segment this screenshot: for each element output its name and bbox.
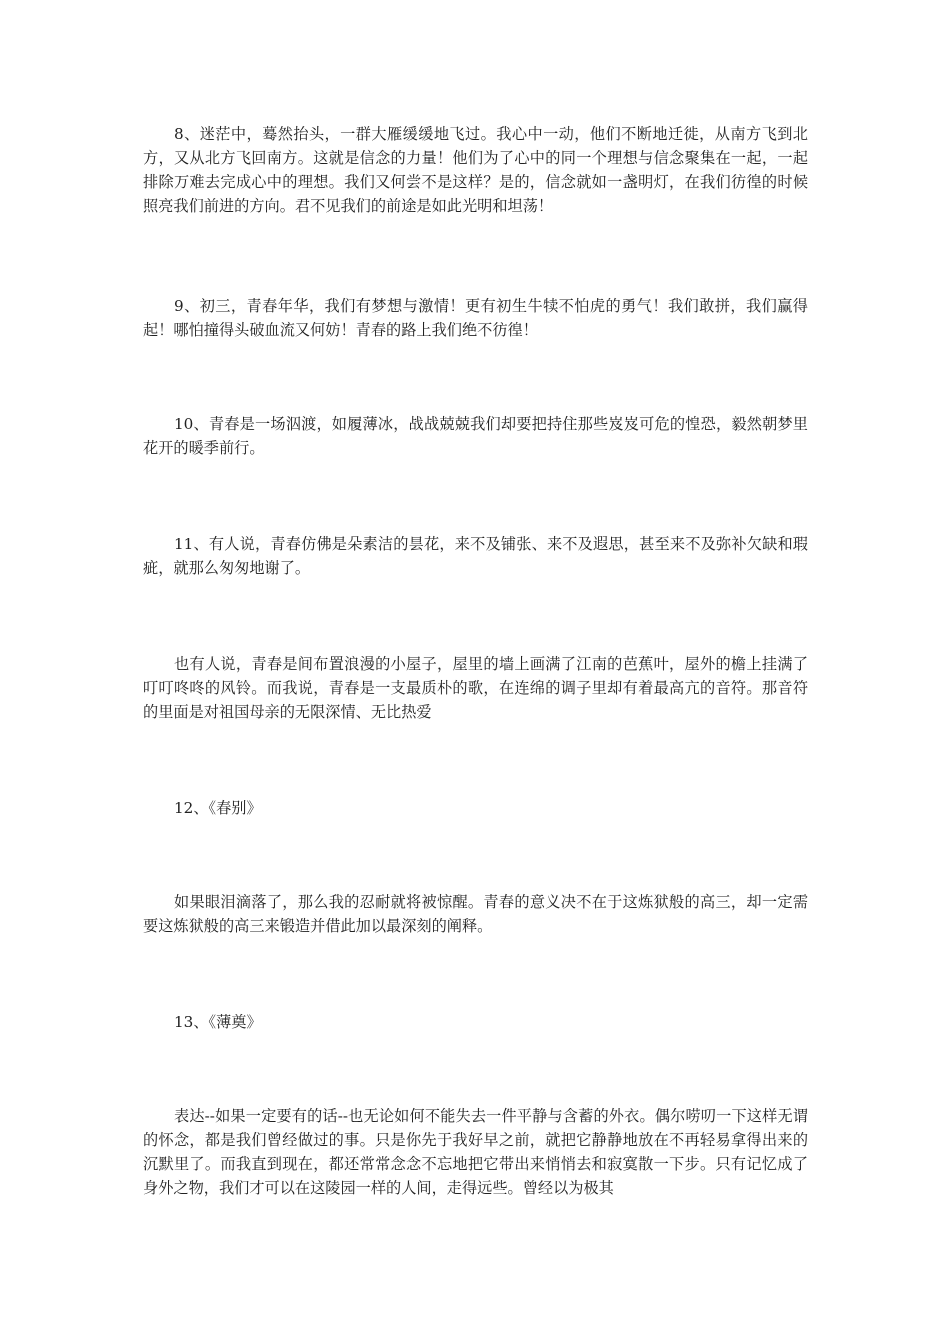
heading-12: 12、《春别》 <box>174 799 262 817</box>
heading-13: 13、《薄奠》 <box>174 1013 262 1031</box>
paragraph-11: 11、有人说，青春仿佛是朵素洁的昙花，来不及铺张、来不及遐思，甚至来不及弥补欠缺和瑕疵，就那么匆匆地谢了。 <box>143 535 808 577</box>
paragraph-chunbie: 如果眼泪滴落了，那么我的忍耐就将被惊醒。青春的意义决不在于这炼狱般的高三，却一定需要这炼狱般的高三来锻造并借此加以最深刻的阐释。 <box>143 893 808 935</box>
paragraph-10: 10、青春是一场泅渡，如履薄冰，战战兢兢我们却要把持住那些岌岌可危的惶恐，毅然朝梦里花开的暖季前行。 <box>143 415 808 457</box>
paragraph-youren: 也有人说，青春是间布置浪漫的小屋子，屋里的墙上画满了江南的芭蕉叶，屋外的檐上挂满了叮叮咚咚的风铃。而我说，青春是一支最质朴的歌，在连绵的调子里却有着最高亢的音符。那音符的里面是对祖国母亲的无限深情、无比热爱 <box>143 655 808 721</box>
paragraph-8: 8、迷茫中，蓦然抬头，一群大雁缓缓地飞过。我心中一动，他们不断地迁徙，从南方飞到北方，又从北方飞回南方。这就是信念的力量！他们为了心中的同一个理想与信念聚集在一起，一起排除万难去完成心中的理想。我们又何尝不是这样？是的，信念就如一盏明灯，在我们彷徨的时候照亮我们前进的方向。君不见我们的前途是如此光明和坦荡！ <box>143 125 808 215</box>
paragraph-9: 9、初三，青春年华，我们有梦想与激情！更有初生牛犊不怕虎的勇气！我们敢拼，我们赢得起！哪怕撞得头破血流又何妨！青春的路上我们绝不彷徨！ <box>143 297 808 339</box>
paragraph-biaoda: 表达--如果一定要有的话--也无论如何不能失去一件平静与含蓄的外衣。偶尔唠叨一下这样无谓的怀念，都是我们曾经做过的事。只是你先于我好早之前，就把它静静地放在不再轻易拿得出来的沉默里了。而我直到现在，都还常常念念不忘地把它带出来悄悄去和寂寞散一下步。只有记忆成了身外之物，我们才可以在这陵园一样的人间，走得远些。曾经以为极其 <box>143 1107 808 1197</box>
